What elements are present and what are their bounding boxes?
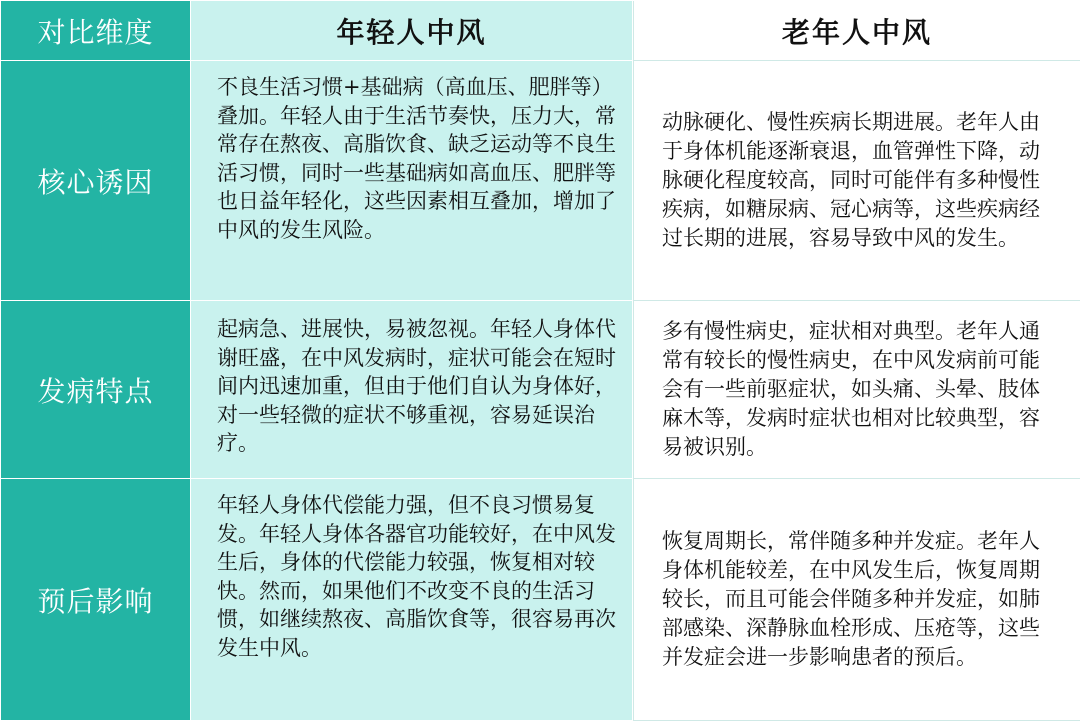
row-core-cause-young: 不良生活习惯+基础病（高血压、肥胖等）叠加。年轻人由于生活节奏快，压力大，常常存在熬夜、高脂饮食、缺乏运动等不良生活习惯，同时一些基础病如高血压、肥胖等也日益年轻化，这些因素相互叠加，增加了中风的发生风险。: [191, 61, 633, 301]
header-dimension: 对比维度: [1, 1, 191, 61]
row-prognosis-old: 恢复周期长，常伴随多种并发症。老年人身体机能较差，在中风发生后，恢复周期较长，而且可能会伴随多种并发症，如肺部感染、深静脉血栓形成、压疮等，这些并发症会进一步影响患者的预后。: [633, 479, 1080, 721]
header-young-stroke: 年轻人中风: [191, 1, 633, 61]
row-dimension-prognosis: 预后影响: [1, 479, 191, 721]
row-core-cause-old: 动脉硬化、慢性疾病长期进展。老年人由于身体机能逐渐衰退，血管弹性下降，动脉硬化程度较高，同时可能伴有多种慢性疾病，如糖尿病、冠心病等，这些疾病经过长期的进展，容易导致中风的发生。: [633, 61, 1080, 301]
row-onset-old: 多有慢性病史，症状相对典型。老年人通常有较长的慢性病史，在中风发病前可能会有一些前驱症状，如头痛、头晕、肢体麻木等，发病时症状也相对比较典型，容易被识别。: [633, 301, 1080, 479]
header-old-stroke: 老年人中风: [633, 1, 1080, 61]
row-onset-young: 起病急、进展快，易被忽视。年轻人身体代谢旺盛，在中风发病时，症状可能会在短时间内迅速加重，但由于他们自认为身体好，对一些轻微的症状不够重视，容易延误治疗。: [191, 301, 633, 479]
row-prognosis-young: 年轻人身体代偿能力强，但不良习惯易复发。年轻人身体各器官功能较好，在中风发生后，身体的代偿能力较强，恢复相对较快。然而，如果他们不改变不良的生活习惯，如继续熬夜、高脂饮食等，很容易再次发生中风。: [191, 479, 633, 721]
row-dimension-core-cause: 核心诱因: [1, 61, 191, 301]
row-dimension-onset: 发病特点: [1, 301, 191, 479]
